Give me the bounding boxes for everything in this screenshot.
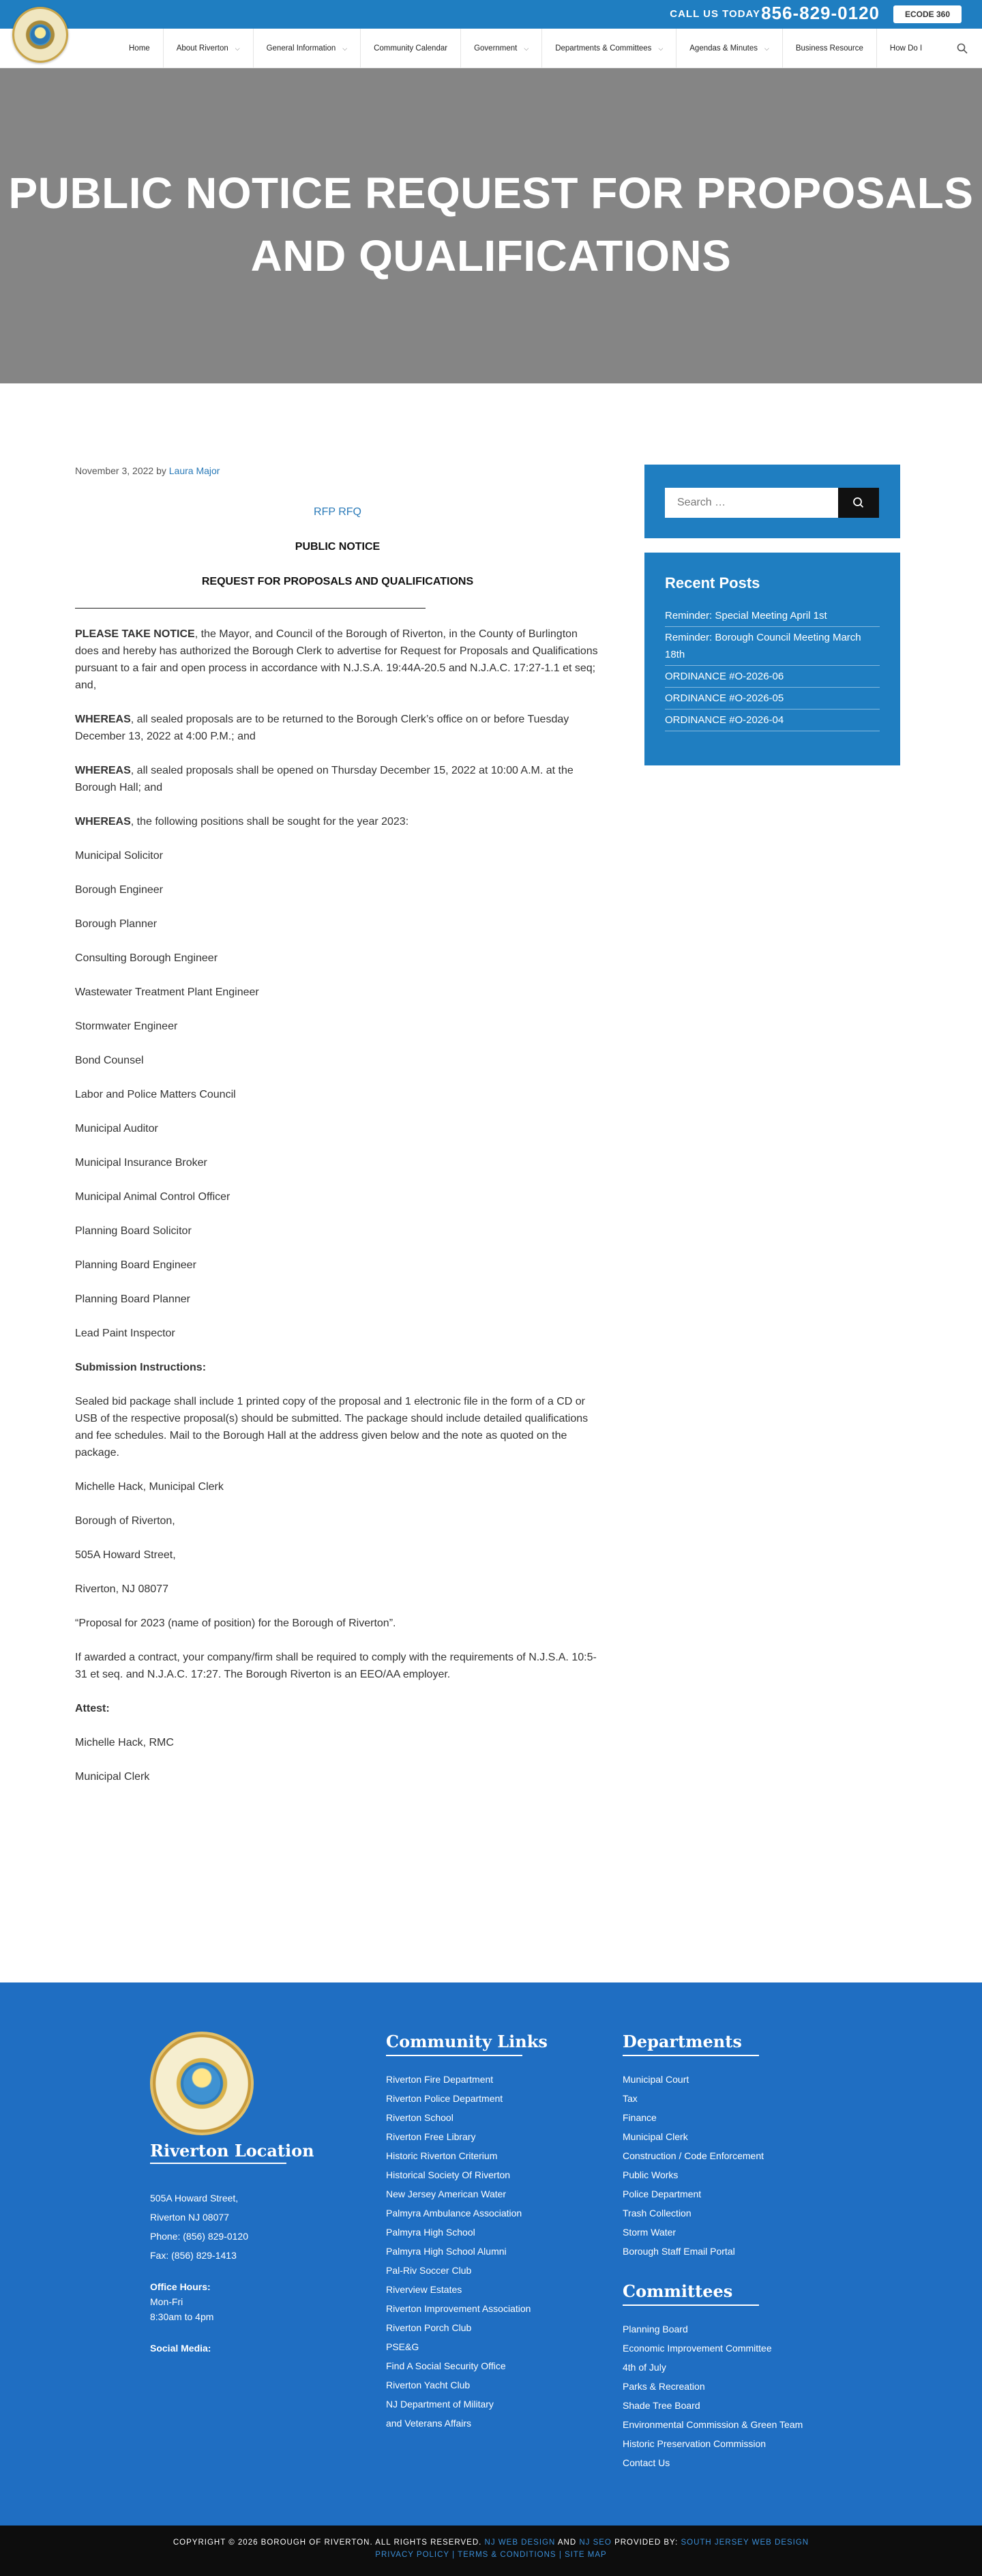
post-content xyxy=(75,463,600,1785)
committee-link[interactable]: Historic Preservation Commission xyxy=(623,2438,767,2449)
community-link[interactable]: Riverton Police Department xyxy=(386,2093,503,2104)
whereas-lead: WHEREAS xyxy=(75,816,131,828)
nav-item-label: Government xyxy=(474,44,518,53)
terms-link[interactable]: TERMS & CONDITIONS xyxy=(458,2551,556,2559)
nav-item-label: Departments & Committees xyxy=(555,44,652,53)
position-item: Stormwater Engineer xyxy=(75,1021,178,1032)
footer-phone[interactable]: Phone: (856) 829-0120 xyxy=(150,2231,248,2242)
chevron-down-icon: ⌵ xyxy=(342,44,348,52)
recent-post-link[interactable]: Reminder: Special Meeting April 1st xyxy=(665,605,880,627)
community-link[interactable]: PSE&G xyxy=(386,2341,419,2352)
page-title-line-2: AND QUALIFICATIONS xyxy=(250,231,732,280)
community-link[interactable]: Palmyra High School Alumni xyxy=(386,2246,507,2257)
nav-item-community-calendar[interactable] xyxy=(360,29,460,68)
nj-seo-link[interactable]: NJ SEO xyxy=(579,2538,612,2547)
position-item: Municipal Insurance Broker xyxy=(75,1157,207,1169)
position-item: Borough Planner xyxy=(75,918,158,930)
footer-address-1: 505A Howard Street, xyxy=(150,2193,239,2204)
submission-heading-text: Submission Instructions: xyxy=(75,1362,207,1373)
nav-item-agendas-minutes[interactable] xyxy=(676,29,782,68)
nj-web-design-link[interactable]: NJ WEB DESIGN xyxy=(484,2538,556,2547)
top-bar xyxy=(0,0,982,29)
nav-item-label: Agendas & Minutes xyxy=(689,44,758,53)
heading-underline xyxy=(623,2055,759,2056)
department-link[interactable]: Public Works xyxy=(623,2169,679,2180)
position-item: Planning Board Engineer xyxy=(75,1259,196,1271)
whereas-text: , all sealed proposals are to be returned to the Borough Clerk’s office on or before Tuesday December 13, 2022 at 4:00 P.M.; and xyxy=(75,714,569,742)
nav-item-label: About Riverton xyxy=(176,44,228,53)
office-hours-time: 8:30am to 4pm xyxy=(150,2311,214,2322)
department-link[interactable]: Construction / Code Enforcement xyxy=(623,2150,764,2161)
community-link[interactable]: New Jersey American Water xyxy=(386,2189,507,2199)
attest-label-text: Attest: xyxy=(75,1703,110,1714)
legal-links xyxy=(0,2549,982,2561)
recent-posts-list xyxy=(665,605,880,731)
south-jersey-web-design-link[interactable]: SOUTH JERSEY WEB DESIGN xyxy=(681,2538,809,2547)
nav-item-label: Business Resource xyxy=(795,44,863,53)
post-meta xyxy=(75,463,600,480)
departments-heading: Departments xyxy=(623,2032,742,2051)
department-link[interactable]: Municipal Court xyxy=(623,2074,689,2085)
separator: | xyxy=(559,2551,562,2559)
separator: | xyxy=(452,2551,456,2559)
nav-item-general-information[interactable] xyxy=(253,29,360,68)
location-heading: Riverton Location xyxy=(150,2141,314,2161)
community-link[interactable]: NJ Department of Military xyxy=(386,2399,494,2410)
nav-item-departments-committees[interactable] xyxy=(541,29,676,68)
community-link[interactable]: Riverton Improvement Association xyxy=(386,2303,531,2314)
department-link[interactable]: Tax xyxy=(623,2093,638,2104)
footer-seal-logo xyxy=(150,2032,254,2135)
site-map-link[interactable]: SITE MAP xyxy=(565,2551,607,2559)
sidebar-search-button[interactable] xyxy=(838,488,879,518)
department-link[interactable]: Trash Collection xyxy=(623,2208,691,2219)
address-line: Borough of Riverton, xyxy=(75,1515,175,1527)
sidebar-search-input[interactable]: Search … xyxy=(665,488,838,518)
committee-link[interactable]: Economic Improvement Committee xyxy=(623,2343,772,2354)
copyright-bar xyxy=(0,2526,982,2576)
site-footer xyxy=(0,1982,982,2526)
submission-heading xyxy=(75,1359,600,1376)
copyright-and: AND xyxy=(557,2538,577,2547)
paragraph-whereas-opened xyxy=(75,762,600,796)
chevron-down-icon: ⌵ xyxy=(764,44,769,52)
community-link[interactable]: Historical Society Of Riverton xyxy=(386,2169,511,2180)
position-item: Consulting Borough Engineer xyxy=(75,952,218,964)
departments-list xyxy=(623,2070,764,2261)
notice-text: , the Mayor, and Council of the Borough of Riverton, in the County of Burlington does and hereby has authorized the Borough Clerk to advertise for Request for Proposals and Qualifications pursuant to a fair and open process in accordance with N.J.S.A. 19:44A-20.5 and N.J.A.C. 17:27-1.1 et seq; and, xyxy=(75,628,598,691)
community-links-heading: Community Links xyxy=(386,2032,548,2051)
heading-underline xyxy=(150,2163,286,2164)
nav-item-label: Community Calendar xyxy=(374,44,448,53)
call-us-label: CALL US TODAY xyxy=(670,8,760,20)
community-link[interactable]: Pal-Riv Soccer Club xyxy=(386,2265,472,2276)
community-link[interactable]: Riverton School xyxy=(386,2112,453,2123)
paragraph-whereas-returned xyxy=(75,711,600,745)
chevron-down-icon: ⌵ xyxy=(524,44,529,52)
main-navbar xyxy=(0,29,982,68)
position-item: Lead Paint Inspector xyxy=(75,1328,175,1339)
community-link[interactable]: Riverview Estates xyxy=(386,2284,462,2295)
whereas-lead: WHEREAS xyxy=(75,765,131,776)
whereas-text: , the following positions shall be sought for the year 2023: xyxy=(130,816,409,828)
provided-by-text: PROVIDED BY: xyxy=(614,2538,679,2547)
ecode-button[interactable]: ECODE 360 xyxy=(893,5,962,23)
office-hours-label: Office Hours: xyxy=(150,2281,211,2292)
footer-fax: Fax: (856) 829-1413 xyxy=(150,2250,237,2261)
borough-seal-logo[interactable] xyxy=(12,7,68,63)
committee-link[interactable]: Planning Board xyxy=(623,2324,688,2334)
committee-link[interactable]: Contact Us xyxy=(623,2457,670,2468)
community-link[interactable]: Palmyra High School xyxy=(386,2227,475,2238)
recent-posts-title: Recent Posts xyxy=(665,574,760,591)
nav-item-government[interactable] xyxy=(460,29,541,68)
phone-number[interactable]: 856-829-0120 xyxy=(761,3,880,23)
department-link[interactable]: Borough Staff Email Portal xyxy=(623,2246,735,2257)
committee-link[interactable]: Shade Tree Board xyxy=(623,2400,700,2411)
copyright-line xyxy=(0,2536,982,2549)
address-line: 505A Howard Street, xyxy=(75,1549,176,1561)
community-link[interactable]: Palmyra Ambulance Association xyxy=(386,2208,522,2219)
submission-instructions: Sealed bid package shall include 1 printed copy of the proposal and 1 electronic file in the form of a CD or USB of the respective proposal(s) should be submitted. The package should include detailed qualifications and fee schedules. Mail to the Borough Hall at the address given below and the note as quoted on the package. xyxy=(75,1396,589,1459)
community-link[interactable]: Riverton Yacht Club xyxy=(386,2380,471,2390)
attest-name: Michelle Hack, RMC xyxy=(75,1737,174,1748)
nav-item-label: Home xyxy=(129,44,150,53)
nav-item-label: General Information xyxy=(266,44,336,53)
notice-heading: PUBLIC NOTICE xyxy=(295,541,381,553)
post-date: November 3, 2022 xyxy=(75,465,154,476)
address-line: Michelle Hack, Municipal Clerk xyxy=(75,1481,224,1493)
page-title xyxy=(0,162,982,287)
community-link[interactable]: and Veterans Affairs xyxy=(386,2418,472,2429)
community-link[interactable]: Riverton Fire Department xyxy=(386,2074,494,2085)
department-link[interactable]: Finance xyxy=(623,2112,657,2123)
rfq-heading: REQUEST FOR PROPOSALS AND QUALIFICATIONS xyxy=(201,576,474,587)
chevron-down-icon: ⌵ xyxy=(235,44,240,52)
committee-link[interactable]: Environmental Commission & Green Team xyxy=(623,2419,803,2430)
position-item: Planning Board Solicitor xyxy=(75,1225,192,1237)
community-link[interactable]: Riverton Porch Club xyxy=(386,2322,472,2333)
committees-list xyxy=(623,2319,803,2472)
notice-lead: PLEASE TAKE NOTICE xyxy=(75,628,195,640)
positions-list xyxy=(75,847,600,1342)
recent-post-link[interactable]: ORDINANCE #O-2026-06 xyxy=(665,666,880,688)
contract-text: If awarded a contract, your company/firm shall be required to comply with the requirements of N.J.S.A. 10:5-31 et seq. and N.J.A.C. 17:27. The Borough Riverton is an EEO/AA employer. xyxy=(75,1652,597,1680)
position-item: Borough Engineer xyxy=(75,884,163,896)
community-link[interactable]: Find A Social Security Office xyxy=(386,2360,506,2371)
position-item: Municipal Auditor xyxy=(75,1123,158,1135)
tag-links[interactable]: RFP RFQ xyxy=(314,506,361,518)
main-nav xyxy=(116,29,935,68)
attest-title: Municipal Clerk xyxy=(75,1771,150,1783)
department-link[interactable]: Police Department xyxy=(623,2189,702,2199)
heading-underline xyxy=(623,2304,759,2306)
heading-underline xyxy=(386,2055,522,2056)
hero-banner xyxy=(0,68,982,383)
recent-post-link[interactable]: ORDINANCE #O-2026-04 xyxy=(665,709,880,731)
search-icon[interactable] xyxy=(956,42,968,55)
position-item: Municipal Animal Control Officer xyxy=(75,1191,230,1203)
privacy-policy-link[interactable]: PRIVACY POLICY xyxy=(375,2551,449,2559)
paragraph-whereas-positions xyxy=(75,813,600,830)
social-media-label: Social Media: xyxy=(150,2343,211,2354)
position-item: Municipal Solicitor xyxy=(75,850,163,862)
office-hours-days: Mon-Fri xyxy=(150,2296,183,2307)
nav-item-home[interactable] xyxy=(116,29,163,68)
community-link[interactable]: Historic Riverton Criterium xyxy=(386,2150,498,2161)
address-line: Riverton, NJ 08077 xyxy=(75,1583,168,1595)
community-link[interactable]: Riverton Free Library xyxy=(386,2131,476,2142)
nav-item-about-riverton[interactable] xyxy=(163,29,253,68)
whereas-text: , all sealed proposals shall be opened on Thursday December 15, 2022 at 10:00 A.M. at the Borough Hall; and xyxy=(75,765,574,793)
nav-item-business-resource[interactable] xyxy=(782,29,876,68)
community-links-list xyxy=(386,2070,531,2433)
nav-item-how-do-i[interactable] xyxy=(876,29,935,68)
department-link[interactable]: Storm Water xyxy=(623,2227,676,2238)
committees-heading: Committees xyxy=(623,2281,733,2301)
copyright-text: COPYRIGHT © 2026 BOROUGH OF RIVERTON. ALL RIGHTS RESERVED. xyxy=(173,2538,482,2547)
chevron-down-icon: ⌵ xyxy=(658,44,664,52)
paragraph-notice xyxy=(75,626,600,694)
position-item: Labor and Police Matters Council xyxy=(75,1089,236,1100)
attest-label xyxy=(75,1700,600,1717)
search-widget xyxy=(644,465,900,538)
committee-link[interactable]: 4th of July xyxy=(623,2362,666,2373)
post-tags xyxy=(75,503,600,521)
recent-posts-widget xyxy=(644,553,900,765)
department-link[interactable]: Municipal Clerk xyxy=(623,2131,688,2142)
recent-post-link[interactable]: Reminder: Borough Council Meeting March 18th xyxy=(665,627,880,666)
committee-link[interactable]: Parks & Recreation xyxy=(623,2381,705,2392)
proposal-note: “Proposal for 2023 (name of position) for the Borough of Riverton”. xyxy=(75,1618,396,1629)
nav-item-label: How Do I xyxy=(889,44,923,53)
page-title-line-1: PUBLIC NOTICE REQUEST FOR PROPOSALS xyxy=(8,169,974,218)
post-author-link[interactable]: Laura Major xyxy=(168,465,220,476)
location-info xyxy=(150,2189,314,2354)
position-item: Bond Counsel xyxy=(75,1055,144,1066)
recent-post-link[interactable]: ORDINANCE #O-2026-05 xyxy=(665,688,880,709)
whereas-lead: WHEREAS xyxy=(75,714,131,725)
search-icon xyxy=(838,488,879,518)
position-item: Planning Board Planner xyxy=(75,1293,191,1305)
position-item: Wastewater Treatment Plant Engineer xyxy=(75,986,259,998)
post-by: by xyxy=(156,465,166,476)
divider-line xyxy=(75,608,426,609)
footer-address-2: Riverton NJ 08077 xyxy=(150,2212,229,2223)
